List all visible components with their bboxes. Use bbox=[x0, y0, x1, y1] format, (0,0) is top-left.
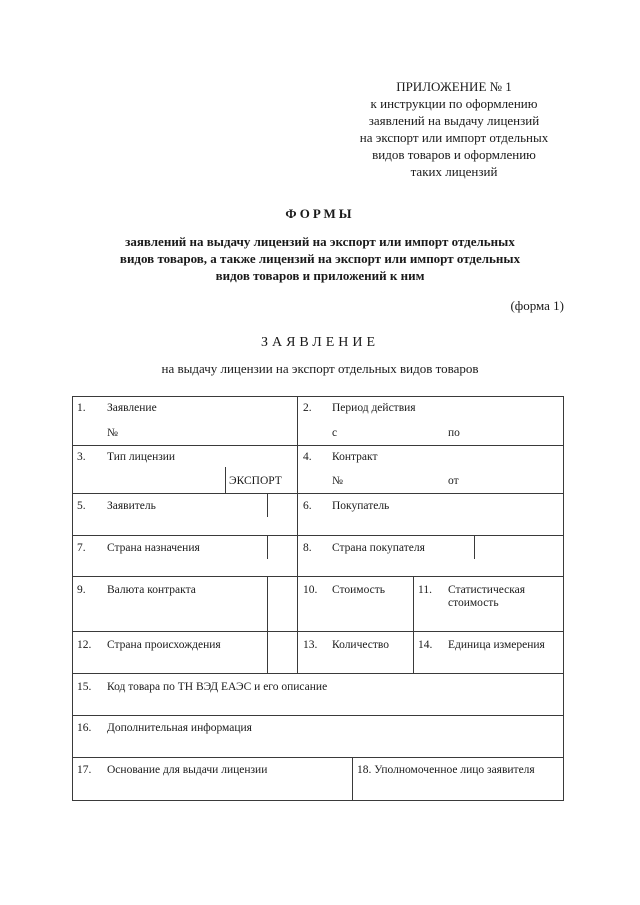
table-border-bottom bbox=[72, 800, 564, 801]
cell-divider bbox=[267, 576, 268, 631]
field-label-buyer: Покупатель bbox=[332, 500, 390, 512]
appendix-line: ПРИЛОЖЕНИЕ № 1 bbox=[396, 79, 512, 94]
cell-divider bbox=[352, 757, 353, 801]
cell-divider bbox=[413, 631, 414, 673]
field-label-buyer-country: Страна покупателя bbox=[332, 542, 425, 554]
cell-divider bbox=[267, 631, 268, 673]
field-label-contract-currency: Валюта контракта bbox=[107, 584, 196, 596]
forms-subtitle-line: видов товаров, а также лицензий на экспорт или импорт отдельных bbox=[119, 251, 521, 266]
row-divider bbox=[72, 757, 564, 758]
row-divider bbox=[72, 673, 564, 674]
field-label-license-basis: Основание для выдачи лицензии bbox=[107, 764, 268, 776]
cell-divider bbox=[413, 576, 414, 631]
field-label-authorized-person: 18. Уполномоченное лицо заявителя bbox=[357, 764, 535, 776]
field-number: 8. bbox=[303, 542, 312, 554]
field-label-unit: Единица измерения bbox=[448, 639, 545, 651]
field-sub-from: с bbox=[332, 427, 338, 439]
field-number: 9. bbox=[77, 584, 86, 596]
appendix-line: таких лицензий bbox=[410, 164, 498, 179]
forms-subtitle bbox=[70, 233, 570, 284]
appendix-line: к инструкции по оформлению bbox=[370, 96, 538, 111]
field-number: 6. bbox=[303, 500, 312, 512]
forms-title: ФОРМЫ bbox=[285, 206, 355, 221]
row-divider bbox=[72, 715, 564, 716]
field-label-commodity-code: Код товара по ТН ВЭД ЕАЭС и его описание bbox=[107, 681, 328, 693]
form-number: (форма 1) bbox=[510, 298, 564, 313]
field-number: 4. bbox=[303, 451, 312, 463]
cell-divider bbox=[267, 535, 268, 559]
field-value-export: ЭКСПОРТ bbox=[229, 475, 282, 487]
column-divider bbox=[297, 396, 298, 673]
application-title: ЗАЯВЛЕНИЕ bbox=[260, 335, 380, 350]
application-subtitle: на выдачу лицензии на экспорт отдельных видов товаров bbox=[161, 361, 479, 376]
row-divider bbox=[72, 445, 564, 446]
field-label-origin-country: Страна происхождения bbox=[107, 639, 221, 651]
appendix-line: видов товаров и оформлению bbox=[372, 147, 536, 162]
field-label-additional-info: Дополнительная информация bbox=[107, 722, 252, 734]
field-sub-number: № bbox=[332, 475, 343, 487]
field-label-statistical-value: Статистическая bbox=[448, 584, 526, 596]
field-number: 11. bbox=[418, 584, 432, 596]
field-number: 3. bbox=[77, 451, 86, 463]
field-number: 1. bbox=[77, 402, 86, 414]
row-divider bbox=[72, 576, 564, 577]
field-sub-to: по bbox=[448, 427, 460, 439]
field-number: 5. bbox=[77, 500, 86, 512]
field-number: 14. bbox=[418, 639, 433, 651]
row-divider bbox=[72, 631, 564, 632]
field-number: 17. bbox=[77, 764, 92, 776]
appendix-line: на экспорт или импорт отдельных bbox=[359, 130, 549, 145]
appendix-line: заявлений на выдачу лицензий bbox=[368, 113, 540, 128]
field-number: 12. bbox=[77, 639, 92, 651]
application-form-table bbox=[72, 396, 564, 801]
cell-divider bbox=[474, 535, 475, 559]
field-number: 15. bbox=[77, 681, 92, 693]
field-label-contract: Контракт bbox=[332, 451, 378, 463]
field-label-period: Период действия bbox=[332, 402, 416, 414]
table-border-left bbox=[72, 396, 73, 801]
cell-divider bbox=[267, 493, 268, 517]
field-label-destination-country: Страна назначения bbox=[107, 542, 200, 554]
field-label-statistical-value: стоимость bbox=[448, 597, 499, 609]
forms-subtitle-line: заявлений на выдачу лицензий на экспорт или импорт отдельных bbox=[125, 234, 515, 249]
appendix-header bbox=[330, 78, 578, 180]
field-label-application: Заявление bbox=[107, 402, 157, 414]
field-number: 10. bbox=[303, 584, 318, 596]
field-number: 13. bbox=[303, 639, 318, 651]
field-label-license-type: Тип лицензии bbox=[107, 451, 176, 463]
field-sub-date: от bbox=[448, 475, 459, 487]
field-sub-number: № bbox=[107, 427, 118, 439]
field-label-applicant: Заявитель bbox=[107, 500, 156, 512]
cell-divider bbox=[225, 467, 226, 493]
table-border-top bbox=[72, 396, 564, 397]
row-divider bbox=[72, 535, 564, 536]
field-number: 2. bbox=[303, 402, 312, 414]
field-number: 7. bbox=[77, 542, 86, 554]
table-border-right bbox=[563, 396, 564, 801]
field-label-quantity: Количество bbox=[332, 639, 389, 651]
field-number: 16. bbox=[77, 722, 92, 734]
row-divider bbox=[72, 493, 564, 494]
forms-subtitle-line: видов товаров и приложений к ним bbox=[215, 268, 425, 283]
field-label-value: Стоимость bbox=[332, 584, 385, 596]
